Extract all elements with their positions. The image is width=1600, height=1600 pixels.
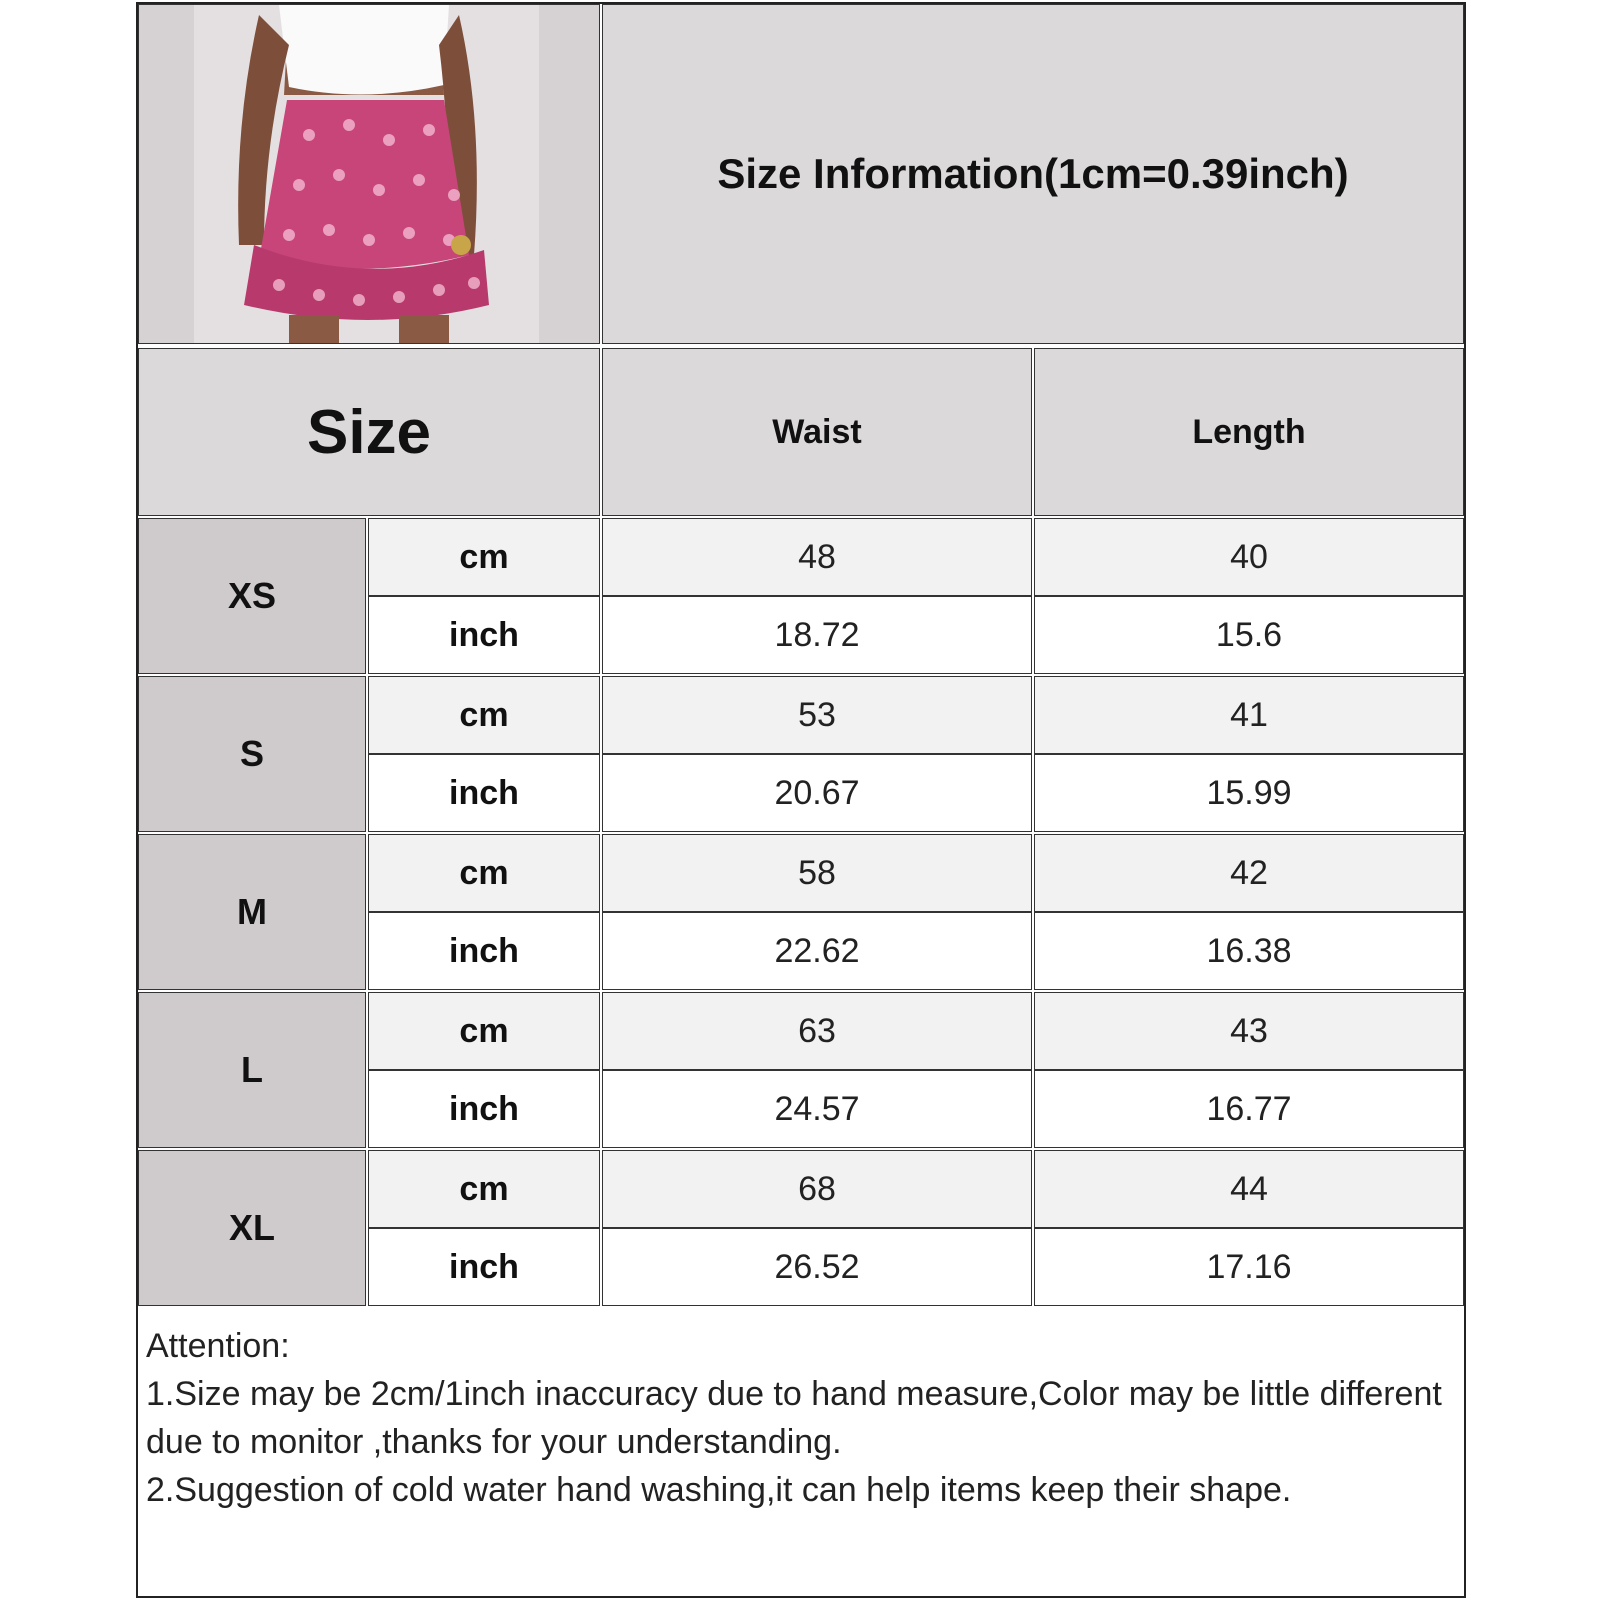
- length-cell: 41: [1034, 676, 1464, 754]
- size-chart: [136, 2, 1466, 1598]
- size-info-title: Size Information(1cm=0.39inch): [602, 4, 1464, 344]
- length-header: Length: [1034, 348, 1464, 516]
- waist-cell: 53: [602, 676, 1032, 754]
- length-cell: 15.99: [1034, 754, 1464, 832]
- unit-cm: cm: [368, 834, 600, 912]
- size-header: Size: [138, 348, 600, 516]
- length-cell: 17.16: [1034, 1228, 1464, 1306]
- length-cell: 16.77: [1034, 1070, 1464, 1148]
- waist-cell: 48: [602, 518, 1032, 596]
- unit-inch: inch: [368, 596, 600, 674]
- waist-cell: 63: [602, 992, 1032, 1070]
- length-cell: 42: [1034, 834, 1464, 912]
- waist-cell: 68: [602, 1150, 1032, 1228]
- waist-cell: 18.72: [602, 596, 1032, 674]
- size-label-xl: XL: [138, 1150, 366, 1306]
- unit-inch: inch: [368, 912, 600, 990]
- length-cell: 40: [1034, 518, 1464, 596]
- length-cell: 15.6: [1034, 596, 1464, 674]
- size-label-m: M: [138, 834, 366, 990]
- unit-cm: cm: [368, 1150, 600, 1228]
- attention-heading: Attention:: [146, 1327, 290, 1365]
- length-cell: 16.38: [1034, 912, 1464, 990]
- size-label-s: S: [138, 676, 366, 832]
- unit-cm: cm: [368, 518, 600, 596]
- size-label-l: L: [138, 992, 366, 1148]
- length-cell: 43: [1034, 992, 1464, 1070]
- product-photo: [138, 4, 600, 344]
- waist-cell: 58: [602, 834, 1032, 912]
- size-label-xs: XS: [138, 518, 366, 674]
- unit-cm: cm: [368, 676, 600, 754]
- waist-header: Waist: [602, 348, 1032, 516]
- waist-cell: 26.52: [602, 1228, 1032, 1306]
- attention-line-2: 2.Suggestion of cold water hand washing,it can help items keep their shape.: [146, 1471, 1292, 1509]
- waist-cell: 22.62: [602, 912, 1032, 990]
- attention-notes: [138, 1314, 1464, 1596]
- length-cell: 44: [1034, 1150, 1464, 1228]
- unit-inch: inch: [368, 1070, 600, 1148]
- waist-cell: 24.57: [602, 1070, 1032, 1148]
- attention-line-1: 1.Size may be 2cm/1inch inaccuracy due to hand measure,Color may be little different due to monitor ,thanks for your understanding.: [146, 1375, 1452, 1461]
- unit-inch: inch: [368, 754, 600, 832]
- unit-cm: cm: [368, 992, 600, 1070]
- waist-cell: 20.67: [602, 754, 1032, 832]
- unit-inch: inch: [368, 1228, 600, 1306]
